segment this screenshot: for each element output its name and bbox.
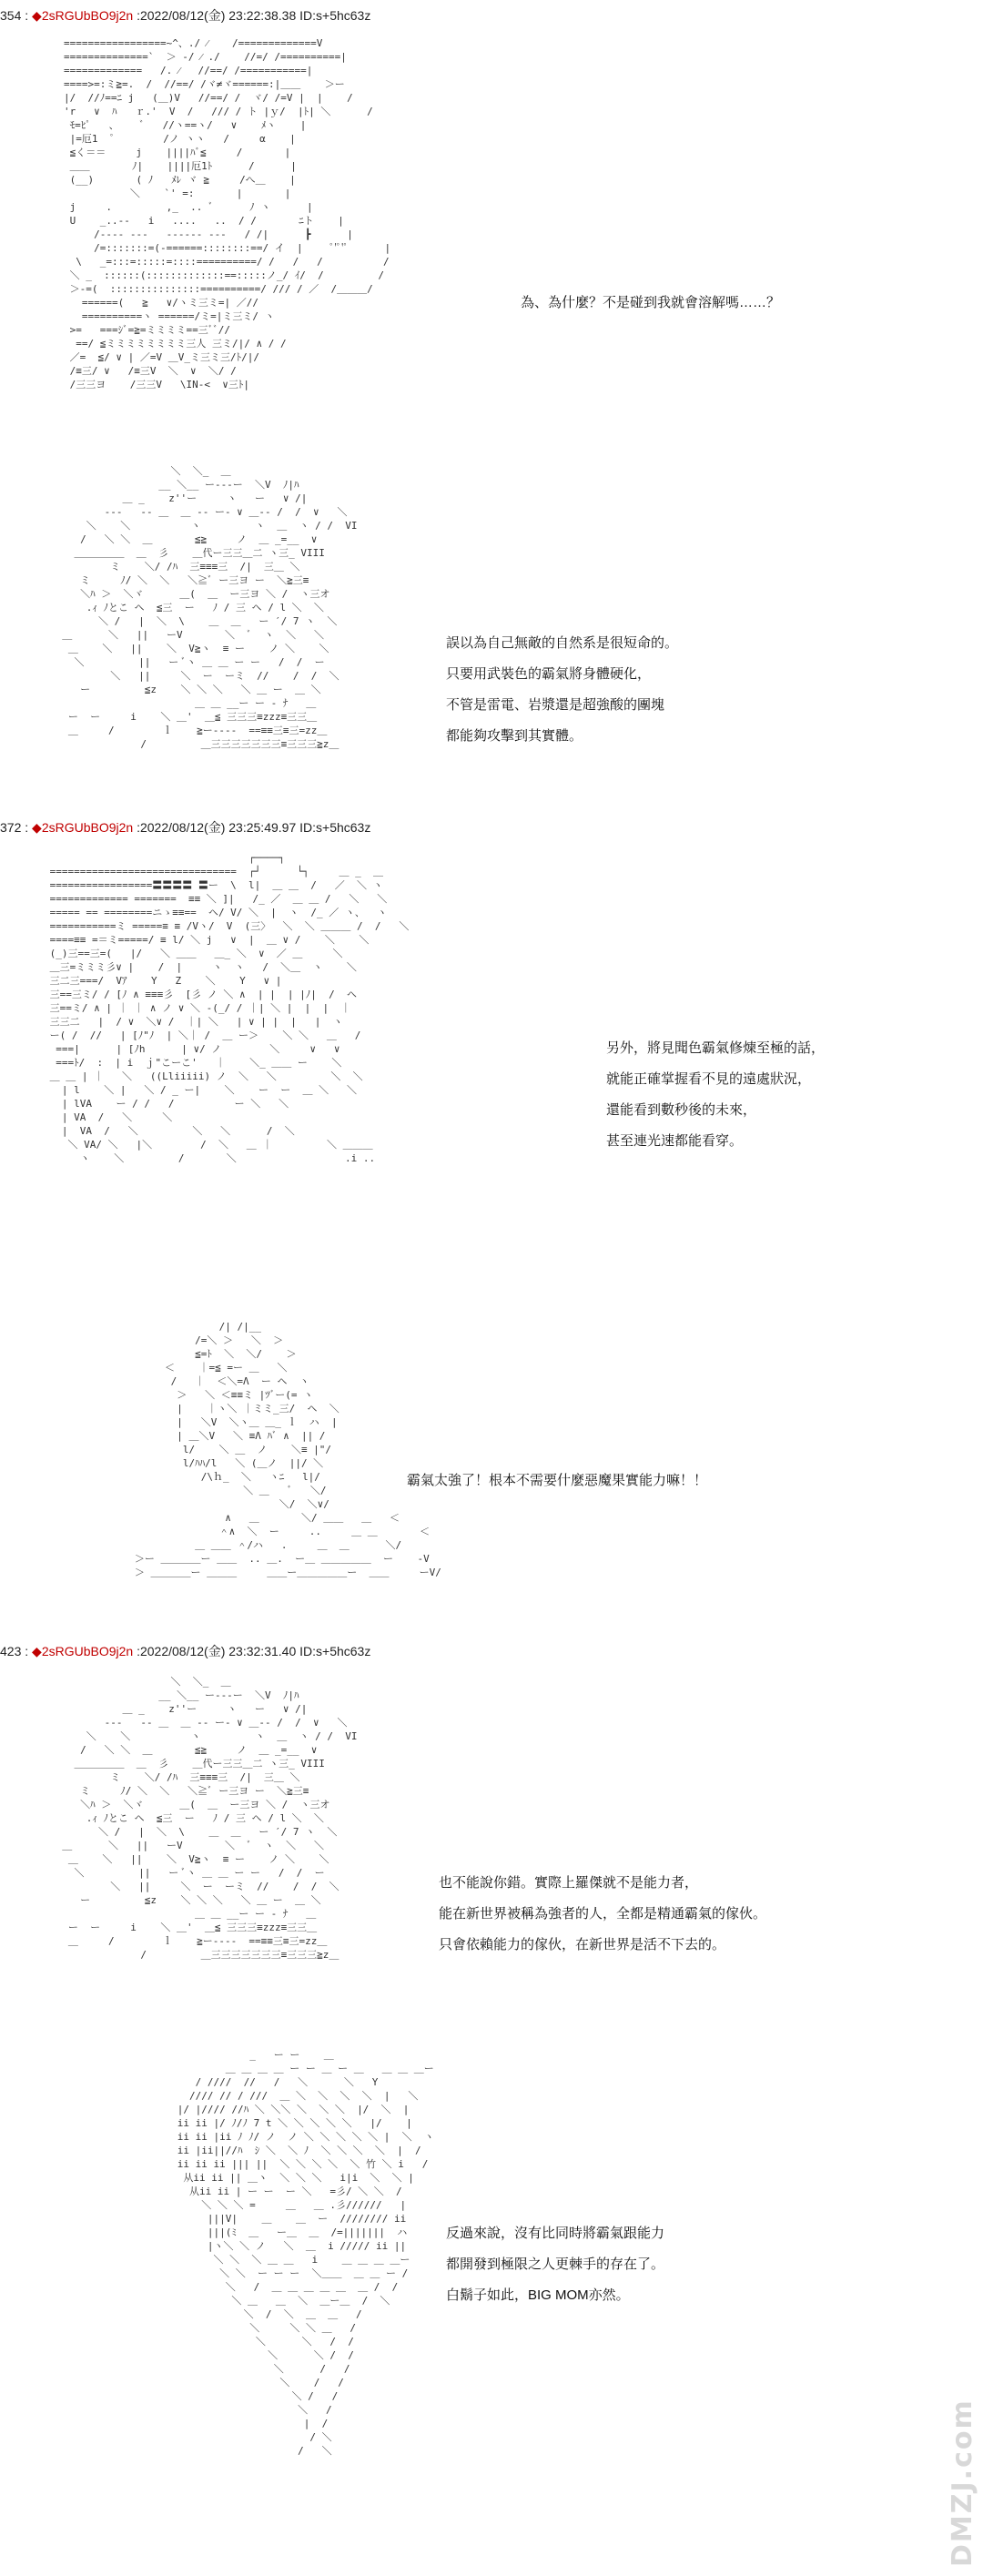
dialog-text-372-1 [606, 1033, 825, 1157]
ascii-art-panel: ＼ ＼_ ＿ __ ＼__ ー---ー ＼V ﾉ|ﾊ ＿ _ z''ー ヽ ー ∨ /| --- -- ＿ ＿ -- ー- ∨ ＿-- / / ∨ ＼ ＼ ＼ ヽ ヽ ＿ ヽ / / VI / ＼ ＼ ＿ ≦≧ ノ ＿ _=__ ∨ ＿＿＿＿＿ ＿ 彡 ＿代ー三三＿二 ヽ三_ VIII ミ ＼/ /ﾊ 三≡≡≡三 /| 三＿ ＼ ミ ﾉ/ ＼ ＼ ＼≧ﾞ ー三ヨ ー ＼≧三≡ ＼ﾊ ＞ ＼ヾ ＿( ＿ ー三ヨ ＼ / ヽ三オ .ｨ ﾉとこ ヘ ≦三 ー ﾉ / 三 ヘ / l ＼ ＼ ＼ / | ＼ \ ＿ ＿ ー ′/ 7 ヽ ＼ ＿ ＼ || ーV ＼ ﾞ ヽ ＼ ＼ ＿ ＼ || ＼ V≧ヽ ≡ ー ノ ＼ ＼ ＼ || ー ﾞヽ ＿ ＿ ー ー / / ー ＼ || ＼ ー ーミ // / / ＼ ー ≦z ＼ ＼ ＼ ＼ ＿ ー ＿ ＼ ＿ ＿ __ー ー - ﾅ ＿ ー ー i ＼ ＿' ＿≦ 三三三≡zzz≡三三＿ ＿ / ｌ ≧ー---- ==≡≡三≡三=zz＿ / ＿三三三三三三三≡三三三≧z＿ [62, 465, 358, 750]
post-author[interactable]: 2sRGUbBO9j2n [41, 820, 134, 835]
trip-diamond-icon: ◆ [32, 8, 42, 23]
dialog-line: 另外，將見聞色霸氣修煉至極的話， [606, 1040, 826, 1056]
trip-diamond-icon: ◆ [32, 1644, 42, 1658]
dialog-line: 霸氣太強了！根本不需要什麼惡魔果實能力嘛！！ [407, 1473, 708, 1488]
dialog-line: 誤以為自己無敵的自然系是很短命的。 [446, 635, 679, 651]
post-header-423: 423 : ◆2sRGUbBO9j2n :2022/08/12(金) 23:32:31.40 ID:s+5hc63z [0, 1644, 371, 1658]
dialog-text-354-2 [446, 628, 678, 752]
ascii-art-panel: ┌────┐ =============================== ┌┘ └┐ ＿ _ ＿ =================〓〓〓〓 〓ー \ l| ＿ ＿ / ／ ＼ ヽ ============= ======= ≡≡ ＼ ]| /_ ／ ＿ ＿ / ＼ ＼ ===== == ========ニゝ≡≡== ヘ/ V/ ＼ | ヽ /_ ／ ヽ、 ヽ ===========ミ =====≡ ≡ /Vヽ/ V (三〉 ＼ ＼ ＿＿＿ / / ＼ ====≡≡ =＝ミ=====/ ≡ l/ ＼ j ∨ | ＿ ∨ / ＼ ＼ (_)三==三=( |/ ＼ ＿＿ ＿_ ＼ ∨ ／ ＿ ＼ ＿三=ミミミ彡∨ | / | ヽ ヽ / ＼＿ ヽ ＼ 三二三===/ Vｱ Y Z ＼ Y ∨ | 三==三ミ/ / [ﾉ ∧ ≡≡≡彡 [彡 ノ ＼ ∧ | | | |ﾉ| / ヘ 三==ミ/ ∧ | ｜ ｜ ∧ ノ ∨ ＼ -(_/ / ｜| ＼ | | | ｜ 三三二 | / ∨ ＼∨ / ｜| ＼ | ∨ | | | | ヽ ー( / // | [ﾉ"ﾉ | ＼｜ / ＿ ー＞ ＼ ＼ ＿ / ===| | [ﾉh | ∨/ ノ ＼ ∨ ∨ ===ﾄ/ : | i ｊ"こーこ' ｜ ＼_ ＿＿ ー ＼ ＿ ＿ | ｜ ＼ ((Lliiiii) ノ ＼ ＼ ＼ ＼ | l ＼ | ＼ / _ ー| ＼ ー ー ＿ ＼ ＼ | lVA ー / / / ー ＼ ＼ | VA / ＼ ＼ | VA / ＼ ＼ ＼ / ＼ ＼ VA/ ＼ |＼ / ＼ ＿ ｜ ＼ ＿＿＿ ヽ ＼ / ＼ .i .. [49, 852, 410, 1164]
post-number: 423 [0, 1644, 22, 1658]
dialog-line: 為、為什麼？不是碰到我就會溶解嗎……？ [521, 295, 781, 310]
dialog-line: 反過來說，沒有比同時將霸氣跟能力 [446, 2226, 665, 2241]
dialog-line: 只會依賴能力的傢伙，在新世界是活不下去的。 [439, 1937, 726, 1952]
dialog-text-372-2 [407, 1465, 707, 1496]
dialog-line: 都開發到極限之人更棘手的存在了。 [446, 2257, 665, 2272]
dialog-line: 白鬍子如此，BIG MOM亦然。 [446, 2287, 630, 2303]
dialog-text-354-1 [521, 288, 780, 319]
trip-diamond-icon: ◆ [32, 820, 42, 835]
post-datetime: 2022/08/12(金) 23:22:38.38 [139, 8, 297, 23]
post-header-372: 372 : ◆2sRGUbBO9j2n :2022/08/12(金) 23:25:49.97 ID:s+5hc63z [0, 820, 371, 835]
dialog-text-423-1 [439, 1868, 766, 1961]
ascii-art-panel: _ ー ー ＿ ＿ ＿ ＿ ＿ ー ー ＿ ー ＿ ＿ ＿ ＿ー / //// // / ＼ ＼ Y //// // / /// ＿ ＼ ＼ ＼ ＼ | ＼ |/ |//// //ﾊ ＼ ＼＼ ＼ ＼ ＼ |/ ＼ | ii ii |/ ﾉ/ﾉ 7 t ＼ ＼ ＼ ＼ ＼ |/ | ii ii |ii ﾉ ﾉ/ ノ ノ ＼ ＼ ＼ ＼ ＼ | ＼ ヽ ii |ii||//ﾊ ｼ ＼ ＼ ﾉ ＼ ＼ ＼ ＼ | / ii ii ii ||| || ＼ ＼ ＼ ＼ ＼ 竹 ＼ i / 从ii ii || ＿ヽ ＼ ＼ ＼ i|i ＼ ＼ | 从ii ii | ー ー ー ＼ =彡/ ＼ ＼ / ＼ ＼ ＼ = ＿ ＿ .彡////// | |||V| ＿ ＿ ー //////// ii |||(ﾐ ＿ ー＿ ＿ /=||||||| ハ |ヽ＼ ＼ ノ ＼ ＿ i ///// ii || ＼ ＼ ＼ ＿ ＿ i ＿ ＿ ＿ ＿ー ＼ ＼ ー ー ー ＼＿＿ ＿ ＿ ー / ＼ / ＿ ＿ ＿ ＿ ＿ ＿ / / ＼ ＿ ＿ ＼ ＿ー＿ / ＼ ＼ / ＼ ＿ ＿ / ＼ ＼ ＼ ＿ / ＼ ＼ / / ＼ ＼ / / ＼ / / ＼ / / ＼ / / ＼ / | / / ＼ / ＼ [177, 2049, 434, 2457]
dialog-line: 能在新世界被稱為強者的人，全都是精通霸氣的傢伙。 [439, 1906, 767, 1922]
site-watermark: DMZJ.com [947, 2399, 978, 2567]
post-id: ID:s+5hc63z [299, 8, 371, 23]
dialog-line: 都能夠攻擊到其實體。 [446, 728, 583, 744]
dialog-line: 還能看到數秒後的未來， [606, 1102, 757, 1118]
dialog-line: 也不能說你錯。實際上羅傑就不是能力者， [439, 1875, 699, 1891]
ascii-art-panel: ＼ ＼_ ＿ __ ＼__ ー---ー ＼V ﾉ|ﾊ ＿ _ z''ー ヽ ー ∨ /| --- -- ＿ ＿ -- ー- ∨ ＿-- / / ∨ ＼ ＼ ＼ ヽ ヽ ＿ ヽ / / VI / ＼ ＼ ＿ ≦≧ ノ ＿ _=__ ∨ ＿＿＿＿＿ ＿ 彡 ＿代ー三三＿二 ヽ三_ VIII ミ ＼/ /ﾊ 三≡≡≡三 /| 三＿ ＼ ミ ﾉ/ ＼ ＼ ＼≧ﾞ ー三ヨ ー ＼≧三≡ ＼ﾊ ＞ ＼ヾ ＿( ＿ ー三ヨ ＼ / ヽ三オ .ｨ ﾉとこ ヘ ≦三 ー ﾉ / 三 ヘ / l ＼ ＼ ＼ / | ＼ \ ＿ ＿ ー ′/ 7 ヽ ＼ ＿ ＼ || ーV ＼ ﾞ ヽ ＼ ＼ ＿ ＼ || ＼ V≧ヽ ≡ ー ノ ＼ ＼ ＼ || ー ﾞヽ ＿ ＿ ー ー / / ー ＼ || ＼ ー ーミ // / / ＼ ー ≦z ＼ ＼ ＼ ＼ ＿ ー ＿ ＼ ＿ ＿ __ー ー - ﾅ ＿ ー ー i ＼ ＿' ＿≦ 三三三≡zzz≡三三＿ ＿ / ｌ ≧ー---- ==≡≡三≡三=zz＿ / ＿三三三三三三三≡三三三≧z＿ [62, 1676, 358, 1961]
dialog-text-423-2 [446, 2218, 664, 2311]
post-header-354: 354 : ◆2sRGUbBO9j2n :2022/08/12(金) 23:22:38.38 ID:s+5hc63z [0, 8, 371, 23]
dialog-line: 就能正確掌握看不見的遠處狀況， [606, 1071, 812, 1087]
post-author[interactable]: 2sRGUbBO9j2n [41, 1644, 134, 1658]
ascii-art-panel: /| /|__ /=＼ ＞ ＼ ＞ ≦=ﾄ ＼ ＼/ ＞ ＜ ｜=≦ =ー ＿ ＼ / ｜ ＜＼=Λ ー ヘ ヽ ＞ ＼ ＜≡≡ミ |ﾂﾞー(= ヽ | ｜ヽ＼ ｜ミミ_三/ ヘ ＼ | ＼V ＼ヽ＿ ＿_ ｌ ハ | | ＿＼V ＼ ≡Λ ﾊﾞ ∧ || / l/ ＼ ＿ ノ ＼≡ |"/ l/ﾊﾊ/l ＼ (＿ノ ||/ ＼ /\ｈ_ ＼ ヽﾆ l|/ ＼ ＿ ﾞ ＼/ ＼/ ＼∨/ ∧ ＿ ＼/ ＿＿ ＿ ＜ ＾∧ ＼ ー .. ＿ ＿ ＜ ＿ ＿＿ ＾/ハ . ＿ ＿ ＼/ ＞ー ＿＿＿＿ー ＿＿ .. ＿. ー＿ ＿＿＿＿＿ ー -V ＞ ＿＿＿＿ー ＿＿＿ ＿＿ー＿＿＿＿＿ー ＿＿ ーV/ [134, 1321, 441, 1578]
post-number: 354 [0, 8, 22, 23]
post-author[interactable]: 2sRGUbBO9j2n [41, 8, 134, 23]
post-number: 372 [0, 820, 22, 835]
dialog-line: 只要用武裝色的霸氣將身體硬化， [446, 666, 652, 682]
post-id: ID:s+5hc63z [299, 1644, 371, 1658]
post-id: ID:s+5hc63z [299, 820, 371, 835]
ascii-art-panel: =================~^、./ ⁄ /=============V ==============` ＞ -/ ⁄ ./ //=/ /==========| ============= /. ⁄ //==/ /===========| ====>=:ミ≧=. / //==/ /ヾ≠ヾ======:|＿＿ ＞ー |/ //ﾉ==ﾆ j (＿)V //==/ / ヾ/ /=V | | / 'r ∨ ﾊ ｒ.' V / /// / ト |ｙ/ |ﾄ| ＼ / ﾓ=ﾋﾟ 、 ﾞ //ヽ==ヽ/ ∨ ﾒヽ | |=厄1 ﾟ /ノ ヽヽ / α | ≦く＝＝ j ||||ﾊﾞ≦ / | ＿＿ ﾉ| ||||厄1ﾄ / | (__) ( ﾉ ﾒﾚ ヾ ≧ /へ＿ | ＼ `' =: | | j . ,_ .. ﾞ ﾉ ヽ | U _..-- i .... .. / / ﾆト | /---- --- ------ --- / /| ┣ | /=:::::::=(-======::::::::==/ イ | ﾟ'ﾟ'ﾟ | \ _=:::=:::::=::::==========/ / / / / ＼ _ ::::::(:::::::::::::==:::::ノ_/ ｲ/ / / ＞-=( :::::::::::::::==========/ /// / ／ /＿＿＿/ ======( ≧ ∨/ヽミ三ミ=| ／// ==========ヽ ======/ミ=|ミ三ミ/ ヽ >= ===ｼﾞ=≧=ミミミミ==三ﾞﾞ// ==/ ≦ミミミミミミミミ三人 三ミ/|/ ∧ / / ／= ≦/ ∨ | ／=V ＿V_ミ三ミ三/ﾄ/|/ /≡三/ ∨ /≡三V ＼ ∨ ＼/ / /三三ヨ /三三V \IN-< ∨三ﾄ| [64, 37, 391, 390]
post-datetime: 2022/08/12(金) 23:25:49.97 [139, 820, 297, 835]
dialog-line: 不管是雷電、岩漿還是超強酸的團塊 [446, 697, 665, 713]
post-datetime: 2022/08/12(金) 23:32:31.40 [139, 1644, 297, 1658]
dialog-line: 甚至連光速都能看穿。 [606, 1133, 744, 1149]
